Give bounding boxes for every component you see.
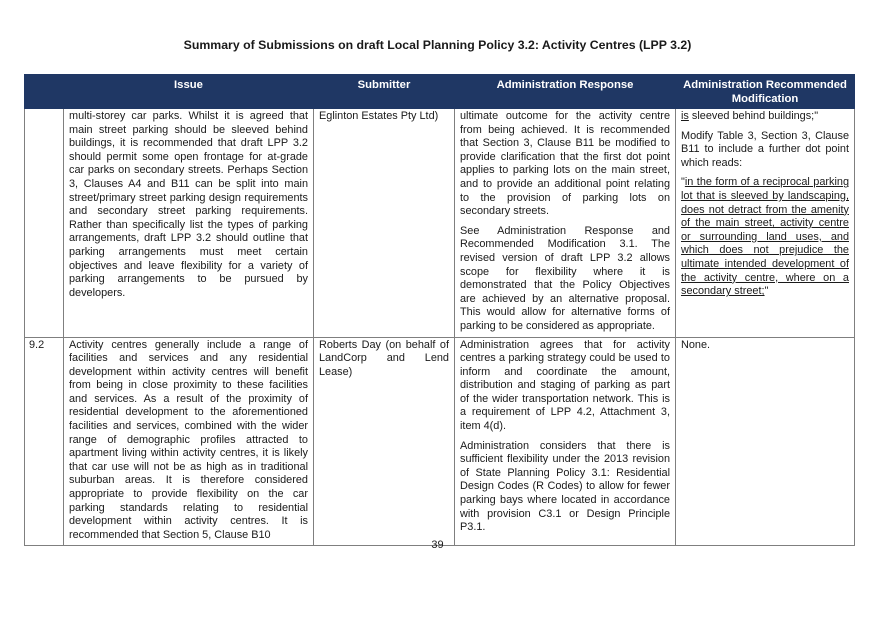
header-number <box>25 75 64 109</box>
response-paragraph: Administration agrees that for activity centres a parking strategy could be used to inform and coordinate the amount, distribution and staging of parking as part of the wider transportation network. This is a requirement of LPP 4.2, Attachment 3, item 4(d). <box>460 338 670 433</box>
submitter-cell: Roberts Day (on behalf of LandCorp and Lend Lease) <box>314 337 455 546</box>
header-response: Administration Response <box>455 75 676 109</box>
response-cell <box>455 109 676 338</box>
modification-paragraph <box>681 110 849 124</box>
quote-close: " <box>764 285 769 298</box>
page-title: Summary of Submissions on draft Local Planning Policy 3.2: Activity Centres (LPP 3.2) <box>183 38 692 52</box>
table-row <box>25 337 855 546</box>
modification-text: sleeved behind buildings;" <box>688 110 819 122</box>
table-row <box>25 109 855 338</box>
modification-underlined-text: in the form of a reciprocal parking lot that is sleeved by landscaping, does not detract from the amenity of the main street, activity centre or surrounding land uses, and which does not prejudice the ultimate intended development of the activity centre, where on a secondary street; <box>681 176 849 298</box>
modification-cell: None. <box>676 337 855 546</box>
response-paragraph: See Administration Response and Recommended Modification 3.1. The revised version of draft LPP 3.2 allows scope for flexibility where it is demonstrated that the Policy Objectives are achieved by an alternative proposal. This would allow for alternative forms of parking to be considered as appropriate. <box>460 224 670 332</box>
response-paragraph: ultimate outcome for the activity centre from being achieved. It is recommended that Section 3, Clause B11 be modified to provide clarification that the first dot point applies to parking lots on the main street, and to provide an additional point relating to the provision of parking lots on secondary streets. <box>460 110 670 218</box>
submissions-table <box>24 74 855 546</box>
header-modification: Administration Recommended Modification <box>676 75 855 109</box>
table-header-row <box>25 75 855 109</box>
header-submitter: Submitter <box>314 75 455 109</box>
submitter-cell: Eglinton Estates Pty Ltd) <box>314 109 455 338</box>
quote-open: " <box>681 176 685 189</box>
row-number: 9.2 <box>25 337 64 546</box>
modification-cell <box>676 109 855 338</box>
page-number: 39 <box>431 539 444 551</box>
modification-paragraph <box>681 176 849 298</box>
issue-cell: multi-storey car parks. Whilst it is agreed that main street parking should be sleeved behind buildings, it is recommended that draft LPP 3.2 should permit some open frontage for at-grade car parks on secondary streets. Perhaps Section 3, Clauses A4 and B11 can be split into main street/primary street parking design requirements and secondary street parking requirements. Rather than specifically list the types of parking arrangements, draft LPP 3.2 should outline that parking arrangements must meet certain objectives and leave flexibility for a variety of parking arrangements to be pursued by developers. <box>64 109 314 338</box>
modification-underlined-text: is <box>681 110 689 122</box>
issue-cell: Activity centres generally include a range of facilities and services and any residential development within activity centres will benefit from being in close proximity to these facilities and services. As a result of the proximity of residential development to the aforementioned facilities and services, combined with the wider range of demographic profiles attracted to apartment living within activity centres, it is likely that car use will not be as high as in traditional suburban areas. It is therefore considered appropriate to provide flexibility on the car parking standards relating to residential development within activity centres. It is recommended that Section 5, Clause B10 <box>64 337 314 546</box>
modification-paragraph: Modify Table 3, Section 3, Clause B11 to include a further dot point which reads: <box>681 129 849 169</box>
row-number <box>25 109 64 338</box>
response-cell <box>455 337 676 546</box>
header-issue: Issue <box>64 75 314 109</box>
response-paragraph: Administration considers that there is sufficient flexibility under the 2013 revision of State Planning Policy 3.1: Residential Design Codes (R Codes) to allow for fewer parking bays where located in accordance with provision C3.1 or Design Principle P3.1. <box>460 439 670 534</box>
